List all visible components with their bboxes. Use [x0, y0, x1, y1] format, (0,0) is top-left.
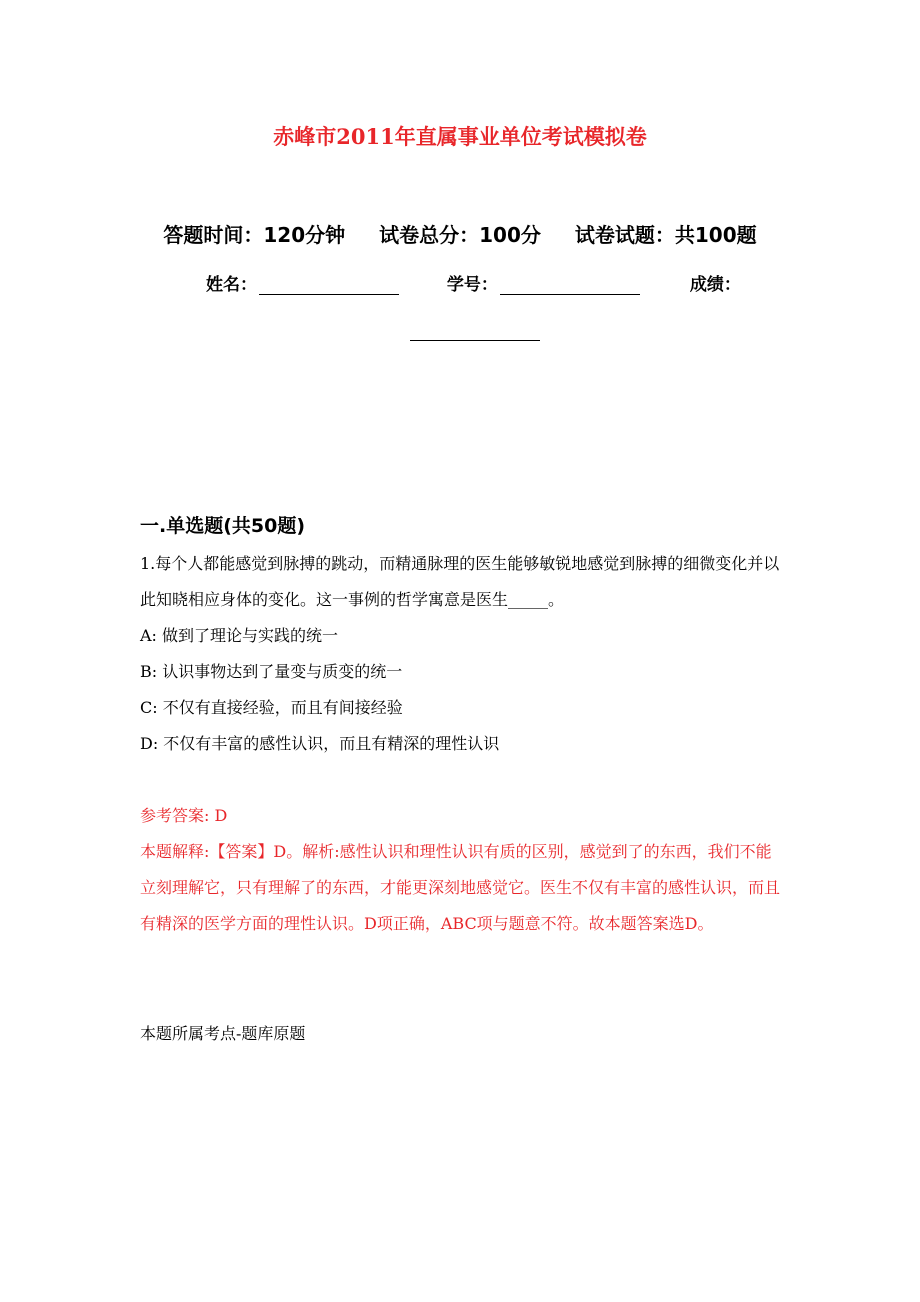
score-blank[interactable] [410, 322, 540, 341]
exam-info [0, 219, 920, 248]
option-b: B: 认识事物达到了量变与质变的统一 [140, 662, 403, 681]
reference-answer: 参考答案: D [140, 806, 228, 825]
candidate-info [206, 270, 741, 295]
student-id-blank[interactable] [500, 276, 640, 295]
name-blank[interactable] [259, 276, 399, 295]
name-field [206, 270, 399, 295]
score-label: 成绩： [689, 275, 741, 295]
option-list [140, 618, 780, 762]
answer-block [140, 798, 780, 942]
exam-time: 答题时间：120分钟 [163, 223, 346, 247]
exam-total-score: 试卷总分：100分 [379, 223, 541, 247]
knowledge-point: 本题所属考点-题库原题 [140, 1024, 306, 1043]
option-c: C: 不仅有直接经验，而且有间接经验 [140, 698, 403, 717]
option-a: A: 做到了理论与实践的统一 [140, 626, 339, 645]
section-heading: 一.单选题(共50题) [140, 515, 306, 537]
score-field [690, 270, 741, 295]
option-d: D: 不仅有丰富的感性认识，而且有精深的理性认识 [140, 734, 500, 753]
answer-explanation: 本题解释:【答案】D。解析:感性认识和理性认识有质的区别，感觉到了的东西，我们不能立刻理解它，只有理解了的东西，才能更深刻地感觉它。医生不仅有丰富的感性认识，而且有精深的医学方面的理性认识。D项正确，ABC项与题意不符。故本题答案选D。 [140, 842, 781, 933]
student-id-field [447, 270, 640, 295]
question-stem: 1.每个人都能感觉到脉搏的跳动，而精通脉理的医生能够敏锐地感觉到脉搏的细微变化并以此知晓相应身体的变化。这一事例的哲学寓意是医生_____。 [140, 554, 780, 609]
student-id-label: 学号： [446, 275, 498, 295]
name-label: 姓名： [206, 275, 257, 295]
exam-question-count: 试卷试题：共100题 [574, 223, 757, 247]
page-title: 赤峰市2011年直属事业单位考试模拟卷 [273, 124, 647, 149]
